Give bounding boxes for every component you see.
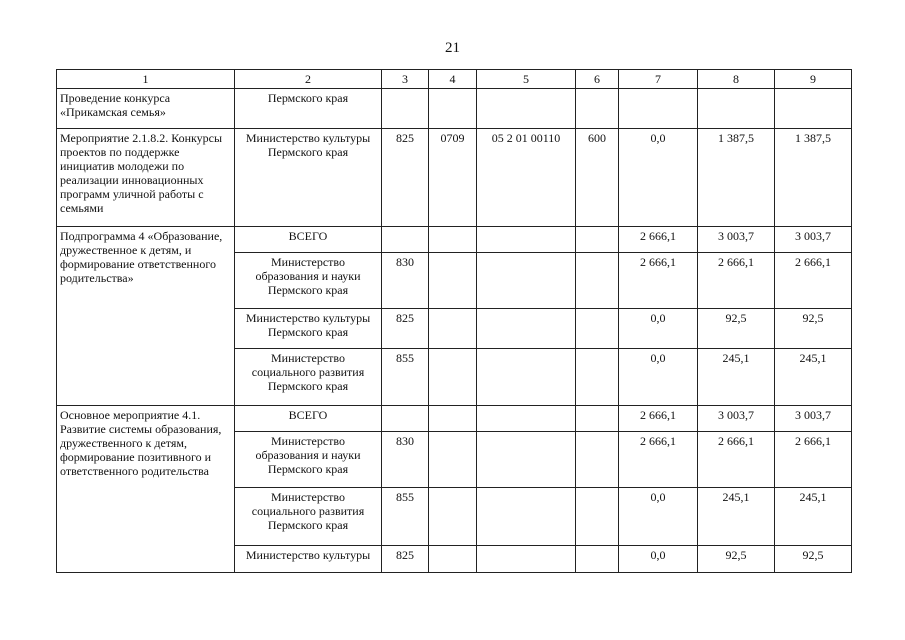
year3-value: 245,1 <box>775 349 852 406</box>
table-row <box>57 129 852 227</box>
section-code <box>429 227 477 253</box>
activity-name: Подпрограмма 4 «Образование, дружественное к детям, и формирование ответственного родительства» <box>57 227 235 406</box>
grbs-code <box>382 89 429 129</box>
expense-type <box>576 309 619 349</box>
performer: Министерство социального развития Пермского края <box>235 488 382 546</box>
target-article: 05 2 01 00110 <box>477 129 576 227</box>
year2-value: 2 666,1 <box>698 253 775 309</box>
year2-value: 3 003,7 <box>698 227 775 253</box>
section-code <box>429 406 477 432</box>
year3-value: 3 003,7 <box>775 227 852 253</box>
target-article <box>477 406 576 432</box>
year1-value: 0,0 <box>619 488 698 546</box>
year1-value: 2 666,1 <box>619 406 698 432</box>
section-code <box>429 253 477 309</box>
target-article <box>477 227 576 253</box>
section-code <box>429 546 477 573</box>
year3-value: 245,1 <box>775 488 852 546</box>
target-article <box>477 432 576 488</box>
grbs-code <box>382 227 429 253</box>
target-article <box>477 309 576 349</box>
year2-value: 245,1 <box>698 349 775 406</box>
performer: Министерство культуры Пермского края <box>235 129 382 227</box>
grbs-code: 825 <box>382 129 429 227</box>
year2-value <box>698 89 775 129</box>
grbs-code: 825 <box>382 546 429 573</box>
target-article <box>477 349 576 406</box>
activity-name: Проведение конкурса «Прикамская семья» <box>57 89 235 129</box>
grbs-code: 830 <box>382 432 429 488</box>
section-code <box>429 488 477 546</box>
year2-value: 3 003,7 <box>698 406 775 432</box>
section-code <box>429 309 477 349</box>
expense-type <box>576 546 619 573</box>
expense-type <box>576 253 619 309</box>
performer: Пермского края <box>235 89 382 129</box>
page-number: 21 <box>445 40 460 56</box>
year2-value: 2 666,1 <box>698 432 775 488</box>
expense-type <box>576 89 619 129</box>
year3-value: 92,5 <box>775 309 852 349</box>
section-code <box>429 349 477 406</box>
column-header: 6 <box>576 70 619 89</box>
year1-value: 0,0 <box>619 129 698 227</box>
target-article <box>477 89 576 129</box>
expense-type <box>576 432 619 488</box>
activity-name: Основное мероприятие 4.1. Развитие системы образования, дружественного к детям, формирование позитивного и ответственного родительства <box>57 406 235 573</box>
column-header: 4 <box>429 70 477 89</box>
year1-value: 0,0 <box>619 349 698 406</box>
year3-value: 2 666,1 <box>775 253 852 309</box>
table-row <box>57 227 852 253</box>
year1-value: 0,0 <box>619 309 698 349</box>
year2-value: 245,1 <box>698 488 775 546</box>
column-header: 2 <box>235 70 382 89</box>
target-article <box>477 546 576 573</box>
column-header: 5 <box>477 70 576 89</box>
column-header: 1 <box>57 70 235 89</box>
grbs-code <box>382 406 429 432</box>
year3-value: 1 387,5 <box>775 129 852 227</box>
grbs-code: 825 <box>382 309 429 349</box>
performer: Министерство социального развития Пермского края <box>235 349 382 406</box>
table-row <box>57 89 852 129</box>
table-row <box>57 406 852 432</box>
column-header: 8 <box>698 70 775 89</box>
header-row <box>57 70 852 89</box>
grbs-code: 830 <box>382 253 429 309</box>
performer: Министерство образования и науки Пермского края <box>235 432 382 488</box>
target-article <box>477 488 576 546</box>
activity-name: Мероприятие 2.1.8.2. Конкурсы проектов по поддержке инициатив молодежи по реализации инновационных программ уличной работы с семьями <box>57 129 235 227</box>
year2-value: 92,5 <box>698 309 775 349</box>
year1-value: 2 666,1 <box>619 432 698 488</box>
year3-value: 92,5 <box>775 546 852 573</box>
column-header: 7 <box>619 70 698 89</box>
expense-type <box>576 349 619 406</box>
year3-value: 3 003,7 <box>775 406 852 432</box>
grbs-code: 855 <box>382 488 429 546</box>
expense-type: 600 <box>576 129 619 227</box>
year1-value: 2 666,1 <box>619 253 698 309</box>
section-code <box>429 89 477 129</box>
expense-type <box>576 488 619 546</box>
section-code: 0709 <box>429 129 477 227</box>
expense-type <box>576 406 619 432</box>
year3-value <box>775 89 852 129</box>
year1-value: 0,0 <box>619 546 698 573</box>
performer: ВСЕГО <box>235 406 382 432</box>
expense-type <box>576 227 619 253</box>
performer: ВСЕГО <box>235 227 382 253</box>
year1-value: 2 666,1 <box>619 227 698 253</box>
year2-value: 1 387,5 <box>698 129 775 227</box>
year3-value: 2 666,1 <box>775 432 852 488</box>
grbs-code: 855 <box>382 349 429 406</box>
budget-table <box>56 69 852 573</box>
column-header: 9 <box>775 70 852 89</box>
performer: Министерство культуры Пермского края <box>235 309 382 349</box>
performer: Министерство образования и науки Пермского края <box>235 253 382 309</box>
column-header: 3 <box>382 70 429 89</box>
section-code <box>429 432 477 488</box>
year1-value <box>619 89 698 129</box>
target-article <box>477 253 576 309</box>
performer: Министерство культуры <box>235 546 382 573</box>
year2-value: 92,5 <box>698 546 775 573</box>
